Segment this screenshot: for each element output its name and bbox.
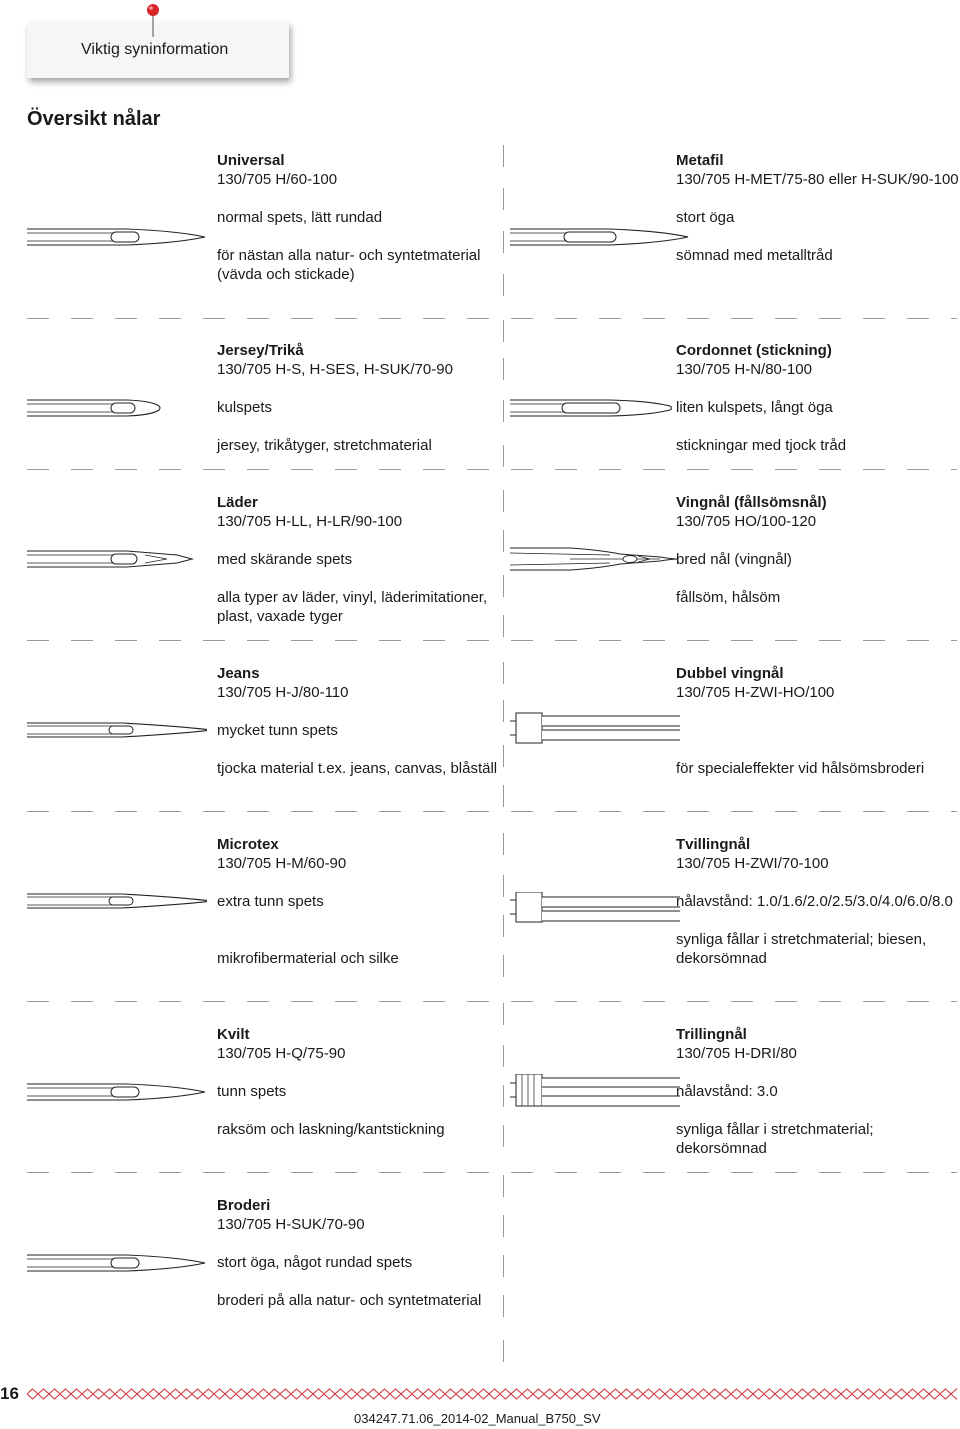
needle-point: normal spets, lätt rundad <box>217 209 383 226</box>
page-title: Översikt nålar <box>27 108 161 130</box>
metafil-needle-icon <box>510 227 690 247</box>
needle-use: synliga fållar i stretchmaterial; dekorsömnad <box>676 1121 874 1157</box>
needle-name: Dubbel vingnål <box>676 665 784 682</box>
page-number: 16 <box>0 1384 19 1403</box>
row-divider <box>27 318 957 319</box>
row-divider <box>27 1172 957 1173</box>
leather-needle-icon <box>27 549 207 569</box>
needle-use: raksöm och laskning/kantstickning <box>217 1121 445 1138</box>
needle-entry-jeans <box>217 664 502 778</box>
needle-code: 130/705 H-S, H-SES, H-SUK/70-90 <box>217 361 453 378</box>
universal-needle-icon <box>27 227 207 247</box>
column-divider <box>503 575 504 597</box>
needle-code: 130/705 H-ZWI/70-100 <box>676 855 829 872</box>
needle-entry-quilt <box>217 1025 502 1139</box>
column-divider <box>503 662 504 684</box>
decorative-stitch-line <box>27 1387 957 1401</box>
needle-entry-cordonnet <box>676 341 960 455</box>
cordonnet-needle-icon <box>510 398 690 418</box>
column-divider <box>503 400 504 422</box>
needle-point: bred nål (vingnål) <box>676 551 792 568</box>
column-divider <box>503 1255 504 1277</box>
needle-name: Läder <box>217 494 258 511</box>
wing-needle-icon <box>510 544 680 574</box>
needle-name: Universal <box>217 152 285 169</box>
column-divider <box>503 320 504 342</box>
column-divider <box>503 274 504 296</box>
quilt-needle-icon <box>27 1082 207 1102</box>
needle-name: Trillingnål <box>676 1026 747 1043</box>
jersey-needle-icon <box>27 398 207 418</box>
row-divider <box>27 640 957 641</box>
needle-code: 130/705 H-N/80-100 <box>676 361 812 378</box>
needle-entry-jersey <box>217 341 502 455</box>
needle-point: liten kulspets, långt öga <box>676 399 833 416</box>
column-divider <box>503 700 504 722</box>
needle-entry-wing <box>676 493 960 607</box>
jeans-needle-icon <box>27 720 207 740</box>
needle-code: 130/705 H-DRI/80 <box>676 1045 797 1062</box>
column-divider <box>503 615 504 637</box>
needle-name: Jeans <box>217 665 260 682</box>
needle-name: Jersey/Trikå <box>217 342 304 359</box>
needle-entry-triple <box>676 1025 960 1158</box>
needle-point: mycket tunn spets <box>217 722 338 739</box>
needle-point: tunn spets <box>217 1083 287 1100</box>
needle-code: 130/705 H-M/60-90 <box>217 855 347 872</box>
double-wing-needle-icon <box>510 711 680 747</box>
pin-icon <box>146 3 160 37</box>
column-divider <box>503 915 504 937</box>
needle-use: för nästan alla natur- och syntetmaterial (vävda och stickade) <box>217 247 481 283</box>
column-divider <box>503 1003 504 1025</box>
needle-point: extra tunn spets <box>217 893 324 910</box>
needle-entry-double-wing <box>676 664 960 778</box>
needle-use: för specialeffekter vid hålsömsbroderi <box>676 760 925 777</box>
needle-code: 130/705 H/60-100 <box>217 171 338 188</box>
needle-code: 130/705 H-SUK/70-90 <box>217 1216 365 1233</box>
needle-entry-embroidery <box>217 1196 502 1310</box>
needle-name: Metafil <box>676 152 724 169</box>
column-divider <box>503 530 504 552</box>
column-divider <box>503 358 504 380</box>
needle-entry-microtex <box>217 835 502 968</box>
needle-name: Tvillingnål <box>676 836 751 853</box>
column-divider <box>503 1175 504 1197</box>
needle-point: kulspets <box>217 399 273 416</box>
needle-code: 130/705 HO/100-120 <box>676 513 817 530</box>
needle-use: synliga fållar i stretchmaterial; biesen, dekorsömnad <box>676 931 927 967</box>
needle-name: Microtex <box>217 836 279 853</box>
column-divider <box>503 1045 504 1067</box>
column-divider <box>503 445 504 467</box>
column-divider <box>503 1215 504 1237</box>
row-divider <box>27 469 957 470</box>
needle-use: alla typer av läder, vinyl, läderimitationer, plast, vaxade tyger <box>217 589 488 625</box>
column-divider <box>503 490 504 512</box>
needle-use: sömnad med metalltråd <box>676 247 833 264</box>
needle-entry-leather <box>217 493 502 626</box>
needle-use: broderi på alla natur- och syntetmaterial <box>217 1292 482 1309</box>
needle-name: Cordonnet (stickning) <box>676 342 832 359</box>
column-divider <box>503 1295 504 1317</box>
microtex-needle-icon <box>27 891 207 911</box>
needle-point: nålavstånd: 3.0 <box>676 1083 778 1100</box>
column-divider <box>503 145 504 167</box>
needle-code: 130/705 H-LL, H-LR/90-100 <box>217 513 403 530</box>
column-divider <box>503 1340 504 1362</box>
column-divider <box>503 833 504 855</box>
embroidery-needle-icon <box>27 1253 207 1273</box>
document-code: 034247.71.06_2014-02_Manual_B750_SV <box>354 1411 601 1426</box>
needle-code: 130/705 H-MET/75-80 eller H-SUK/90-100 <box>676 171 959 188</box>
needle-point: stort öga <box>676 209 735 226</box>
needle-code: 130/705 H-ZWI-HO/100 <box>676 684 835 701</box>
column-divider <box>503 955 504 977</box>
needle-point: stort öga, något rundad spets <box>217 1254 413 1271</box>
needle-name: Vingnål (fållsömsnål) <box>676 494 827 511</box>
needle-use: fållsöm, hålsöm <box>676 589 781 606</box>
needle-use: tjocka material t.ex. jeans, canvas, blåställ <box>217 760 498 777</box>
info-note-text: Viktig syninformation <box>81 41 229 58</box>
row-divider <box>27 811 957 812</box>
needle-use: jersey, trikåtyger, stretchmaterial <box>217 437 432 454</box>
needle-code: 130/705 H-Q/75-90 <box>217 1045 346 1062</box>
triple-needle-icon <box>510 1074 680 1110</box>
needle-code: 130/705 H-J/80-110 <box>217 684 349 701</box>
needle-point: nålavstånd: 1.0/1.6/2.0/2.5/3.0/4.0/6.0/8.0 <box>676 893 953 910</box>
needle-entry-twin <box>676 835 960 968</box>
needle-entry-universal <box>217 151 502 284</box>
column-divider <box>503 785 504 807</box>
needle-point: med skärande spets <box>217 551 353 568</box>
needle-name: Broderi <box>217 1197 271 1214</box>
row-divider <box>27 1001 957 1002</box>
column-divider <box>503 1125 504 1147</box>
column-divider <box>503 188 504 210</box>
needle-use: stickningar med tjock tråd <box>676 437 847 454</box>
needle-use: mikrofibermaterial och silke <box>217 950 399 967</box>
column-divider <box>503 875 504 897</box>
needle-entry-metafil <box>676 151 960 265</box>
needle-name: Kvilt <box>217 1026 250 1043</box>
column-divider <box>503 231 504 253</box>
twin-needle-icon <box>510 892 680 928</box>
column-divider <box>503 1085 504 1107</box>
column-divider <box>503 745 504 767</box>
